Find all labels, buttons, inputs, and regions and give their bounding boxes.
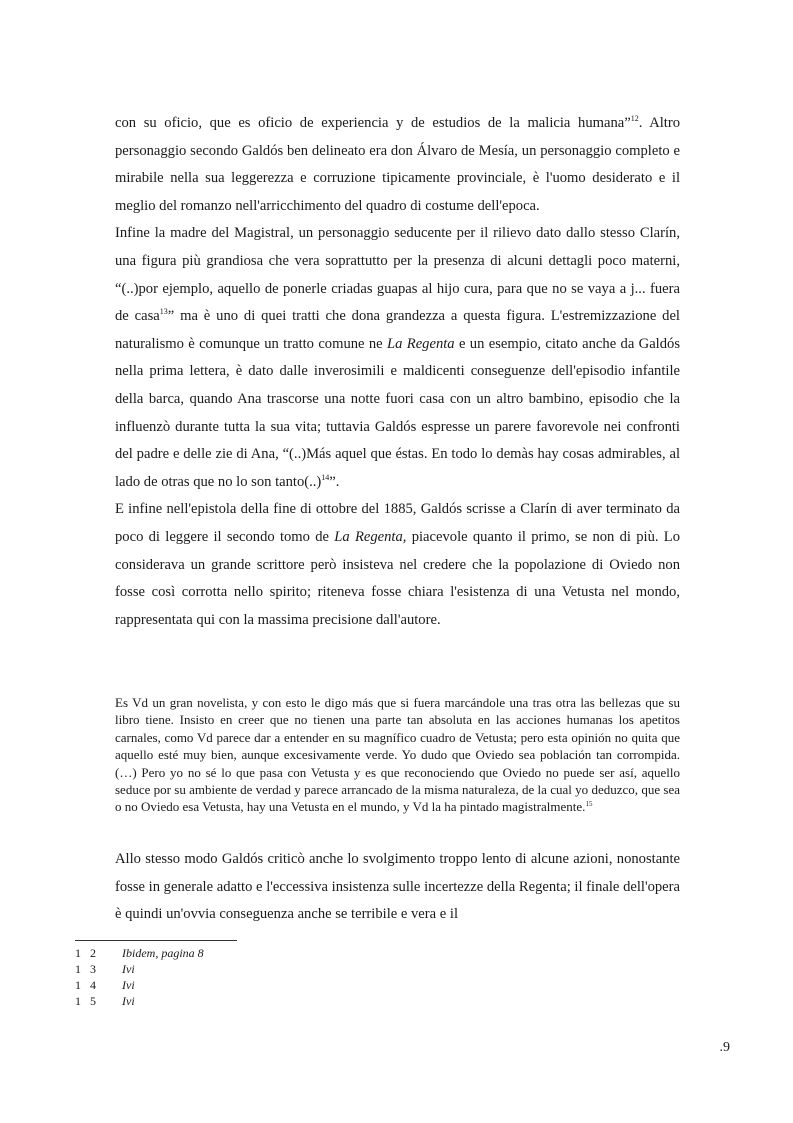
paragraph-1 — [115, 110, 680, 220]
book-title: La Regenta, — [334, 528, 407, 545]
footnote-text: Ivi — [122, 978, 135, 992]
text-run: con su oficio, que es oficio de experiencia y de estudios de la malicia humana” — [115, 115, 631, 131]
footnote-14 — [75, 977, 375, 993]
footnote-ref-14[interactable]: 14 — [321, 472, 330, 482]
footnote-15 — [75, 993, 375, 1009]
text-run: ” ma è uno di quei tratti che dona grandezza a questa figura. L'estremizzazione del naturalismo è comunque un tratto comune ne — [115, 308, 680, 352]
footnote-ref-13[interactable]: 13 — [159, 307, 168, 317]
footnote-13 — [75, 961, 375, 977]
footnotes — [75, 945, 375, 1009]
footnote-text: Ivi — [122, 994, 135, 1008]
footnote-12 — [75, 945, 375, 961]
footnote-number: 1 3 — [75, 962, 96, 976]
paragraph-4 — [115, 846, 680, 929]
text-run: e un esempio, citato anche da Galdós nella prima lettera, è dato dalle inverosimili e maldicenti conseguenze dell'episodio infantile della barca, quando Ana trascorse una notte fuori casa con un altro bambino, episodio che la influenzò durante tutta la sua vita; tuttavia Galdós espresse un parere favorevole nei confronti del padre e delle zie di Ana, “(..)Más aquel que éstas. En todo lo demàs hay cosas admirables, al lado de otras que no lo son tanto(..) — [115, 335, 680, 490]
text-run: ”. — [329, 473, 340, 490]
footnote-text: Ibidem, pagina 8 — [122, 946, 204, 960]
footnote-number: 1 4 — [75, 978, 96, 992]
paragraph-4-text: Allo stesso modo Galdós criticò anche lo svolgimento troppo lento di alcune azioni, nonostante fosse in generale adatto e l'eccessiva insistenza sulle incertezze della Regenta; il finale dell'opera è quindi un'ovvia conseguenza anche se terribile e vera e il — [115, 851, 680, 923]
paragraph-2 — [115, 220, 680, 496]
footnote-number: 1 5 — [75, 994, 96, 1008]
text-run: . Altro personaggio secondo Galdós ben delineato era don Álvaro de Mesía, un personaggio completo e mirabile nella sua leggerezza e corruzione tipicamente provinciale, è l'uomo desiderato e il meglio del romanzo nell'arricchimento del quadro di costume dell'epoca. — [115, 115, 680, 214]
text-run: piacevole quanto il primo, se non di più. Lo considerava un grande scrittore però insisteva nel credere che la popolazione di Oviedo non fosse così corrotta nello spirito; riteneva fosse chiara l'esistenza di una Vetusta nel mondo, rappresentata qui con la massima precisione dall'autore. — [115, 528, 681, 628]
paragraph-3 — [115, 496, 680, 634]
text-run: E infine nell'epistola della fine di ottobre del 1885, Galdós scrisse a Clarín di aver terminato da poco di leggere il secondo tomo de — [115, 501, 680, 545]
footnote-ref-12[interactable]: 12 — [630, 114, 639, 123]
book-title: La Regenta — [387, 335, 455, 352]
footnote-text: Ivi — [122, 962, 135, 976]
text-run: Infine la madre del Magistral, un personaggio seducente per il rilievo dato dallo stesso Clarín, una figura più grandiosa che vera soprattutto per la presenza di alcuni dettagli poco materni, “(..)por ejemplo, aquello de ponerle criadas guapas al hijo cura, para que no se vaya a j... fuera de casa — [115, 225, 680, 325]
footnote-separator — [75, 940, 237, 941]
page-number: .9 — [719, 1040, 730, 1055]
footnote-ref-15[interactable]: 15 — [585, 800, 593, 809]
quote-text: Es Vd un gran novelista, y con esto le digo más que si fuera marcándole una tras otra las bellezas que su libro tiene. Insisto en creer que no tienen una parte tan absoluta en las acciones humanas los apetitos carnales, como Vd parece dar a entender en su magnífico cuadro de Vetusta; pero esta opinión no quita que aquello esté muy bien, aunque excesivamente verde. Yo dudo que Oviedo sea población tan corrompida. (…) Pero yo no sé lo que pasa con Vetusta y es que reconociendo que Oviedo no puede ser así, aquello seduce por su ambiente de verdad y parece arrancado de la misma naturaleza, de la cual yo deduzco, que sea o no Oviedo esa Vetusta, hay una Vetusta en el mundo, y Vd la ha pintado magistralmente. — [115, 695, 680, 815]
footnote-number: 1 2 — [75, 946, 96, 960]
block-quote — [115, 694, 680, 816]
main-text — [115, 110, 680, 634]
